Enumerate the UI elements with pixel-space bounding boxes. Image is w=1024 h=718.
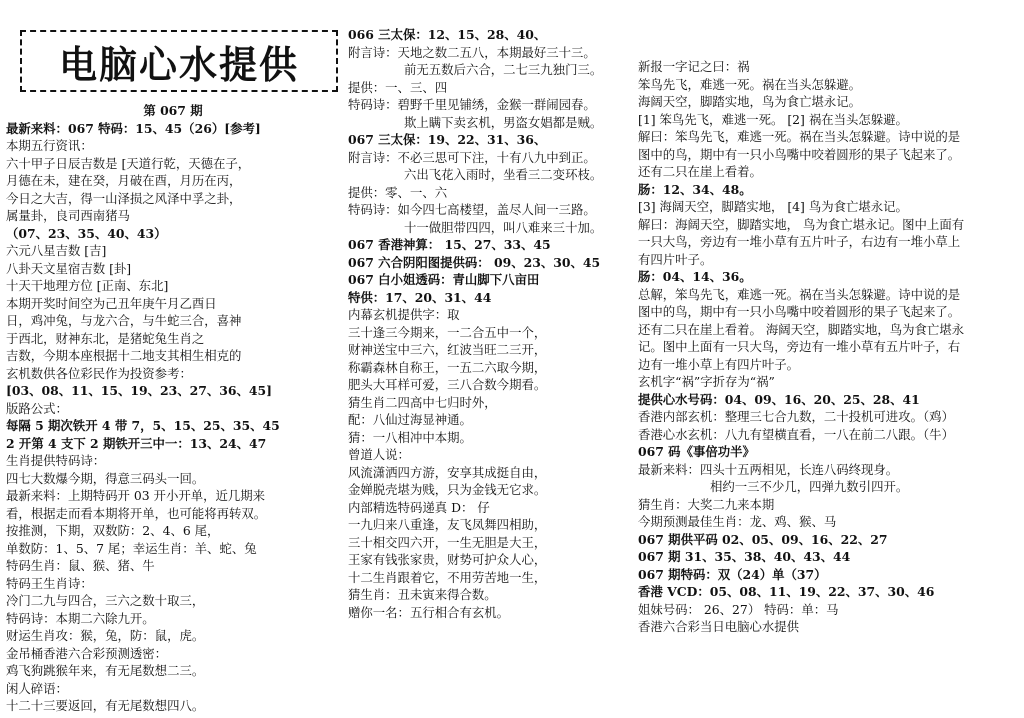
col2-line: 066 三太保：12、15、28、40、	[348, 27, 547, 42]
col2-line: 特供：17、20、31、44	[348, 289, 492, 305]
col1-line: 十二十三要返回，有无尾数想四八。	[6, 698, 205, 713]
col1-line: 六十甲子日辰吉数是 [天道行乾，天德在子，	[6, 155, 251, 171]
col3-line: 总解，笨鸟先飞，难逃一死。祸在当头怎躲避。诗中说的是	[638, 286, 961, 302]
col3-line: 玄机字“祸”字折存为“祸”	[638, 374, 775, 389]
col2-line: 十二生肖跟着它，不用劳苦地一生，	[348, 569, 547, 585]
col2-line: 配：八仙过海显神通。	[348, 412, 472, 427]
col3-line: 香港六合彩当日电脑心水提供	[638, 619, 800, 634]
left-column	[6, 102, 340, 715]
col3-line: 姐妹号码： 26、27） 特码：单：马	[638, 601, 839, 617]
col1-line: 特码诗：本期二六除九开。	[6, 610, 155, 626]
col1-line: 每隔 5 期次铁开 4 带 7，5、15、25、35、45	[6, 418, 280, 433]
col1-line: 单数防：1、5、7 尾；幸运生肖：羊、蛇、兔	[6, 540, 257, 556]
col2-line: 特码诗：如今四七高楼望，盖尽人间一三路。	[348, 202, 596, 217]
col1-line: 特码王生肖诗：	[6, 575, 93, 591]
col1-line: 鸡飞狗跳猴年来，有无尾数想二三。	[6, 663, 205, 678]
col2-line: 欺上瞒下卖玄机，男盗女娼都是贼。	[404, 114, 603, 130]
col2-line: 肥头大耳样可爱，三八合数今期看。	[348, 377, 547, 392]
col2-line: 称霸森林自称王，一五二六取今期，	[348, 359, 547, 375]
col1-line: 今日之大吉，得一山泽损之风泽中孚之卦，	[6, 190, 242, 206]
title-box	[20, 30, 338, 92]
col1-line: 最新来料：067 特码：15、45（26）[参考]	[6, 120, 261, 136]
col1-line: 六元八星吉数 [吉]	[6, 243, 107, 258]
col2-line: 风流潇洒四方游，安享其成挺自由，	[348, 464, 547, 480]
col1-line: 金吊桶香港六合彩预测透密：	[6, 645, 168, 661]
col3-line: 海阔天空，脚踏实地，鸟为食亡堪永记。	[638, 94, 862, 109]
col2-line: 一九归来八重逢，友飞凤舞四相助，	[348, 517, 547, 532]
col2-line: 曾道人说：	[348, 447, 410, 462]
col3-line: 肠：12、34、48。	[638, 181, 752, 197]
col3-line: 猜生肖：大奖二九来本期	[638, 496, 775, 512]
col2-line: 内幕玄机提供字：取	[348, 307, 460, 322]
col2-line: 前无五数后六合，二七三九独门三。	[404, 62, 603, 77]
col3-line: 新报一字记之曰：祸	[638, 59, 750, 74]
col3-line: 067 码《事倍功半》	[638, 444, 755, 459]
col1-line: 闲人碎语：	[6, 680, 68, 696]
col3-line: 今期预测最佳生肖：龙、鸡、猴、马	[638, 514, 837, 529]
col2-line: 赠你一名：五行相合有玄机。	[348, 604, 510, 620]
col3-line: 最新来料：四头十五两相见，长连八码终现身。	[638, 461, 899, 477]
col3-line: 图中的鸟，期中有一只小鸟嘴中咬着圆形的果子飞起来了。	[638, 146, 961, 162]
page-title: 电脑心水提供	[58, 42, 299, 87]
col1-line: 四七大数爆今期，得意三码头一回。	[6, 470, 205, 486]
col2-line: 猜生肖二四高中七归时外，	[348, 394, 497, 410]
col3-line: 解曰：笨鸟先飞，难逃一死。祸在当头怎躲避。诗中说的是	[638, 129, 961, 144]
col3-line: 有四片叶子。	[638, 251, 713, 267]
col1-line: 吉数，今期本座根据十二地支其相生相克的	[6, 348, 242, 363]
col2-line: 猜生肖：丑未寅来得合数。	[348, 587, 497, 602]
col2-line: 财神送宝中三六，红波当旺二三开，	[348, 342, 547, 357]
col2-line: 067 六合阴阳图提供码： 09、23、30、45	[348, 254, 601, 270]
col2-line: 内部精选特码递真 D： 仔	[348, 499, 490, 515]
col2-line: 猜：一八相冲中本期。	[348, 429, 472, 445]
col3-line: 一只大鸟，旁边有一堆小草有五片叶子，右边有一堆小草上	[638, 234, 961, 249]
col2-line: 王家有钱张家贵，财势可护众人心，	[348, 552, 547, 567]
col3-line: 图中的鸟，期中有一只小鸟嘴中咬着圆形的果子飞起来了。	[638, 304, 961, 319]
col3-line: 香港心水玄机：八九有望横直看，一八在前二八跟。（牛）	[638, 426, 954, 442]
col1-line: 2 开第 4 支下 2 期铁开三中一：13、24、47	[6, 435, 267, 451]
col1-line: 最新来料：上期特码开 03 开小开单，近几期来	[6, 488, 266, 503]
col3-line: 相约一三不少几，四弹九数引四开。	[710, 479, 909, 494]
col1-line: 本期开奖时间空为己丑年庚午月乙酉日	[6, 295, 217, 311]
col3-line: 还有二只在崖上看着。 海阔天空，脚踏实地，鸟为食亡堪永	[638, 321, 965, 337]
col1-line: 特码生肖：鼠、猴、猪、牛	[6, 558, 155, 573]
col2-line: 067 香港神算： 15、27、33、45	[348, 237, 551, 252]
col1-line: 月德在未，建在癸，月破在酉，月历在丙，	[6, 173, 242, 188]
col1-line: 生肖提供特码诗：	[6, 453, 106, 468]
col1-line: 十天干地理方位 [正南、东北]	[6, 278, 169, 293]
col3-line: 还有二只在崖上看着。	[638, 164, 762, 179]
col1-line: 八卦天文星宿吉数 [卦]	[6, 260, 132, 276]
col3-line: [3] 海阔天空，脚踏实地， [4] 鸟为食亡堪永记。	[638, 199, 908, 214]
col3-line: 提供心水号码：04、09、16、20、25、28、41	[638, 391, 920, 407]
col3-line: 记。图中上面有一只大鸟，旁边有一堆小草有五片叶子，右	[638, 339, 961, 354]
col2-line: 提供：零、一、六	[348, 184, 448, 200]
col1-line: 按推测，下期，双数防：2、4、6 尾，	[6, 523, 220, 538]
col2-line: 附言诗：不必三思可下注，十有八九中到正。	[348, 149, 596, 165]
col1-line: 玄机数供各位彩民作为投资参考：	[6, 365, 192, 381]
col1-line: 版路公式：	[6, 400, 68, 416]
col1-line: 日，鸡冲兔，与龙六合，与牛蛇三合，喜神	[6, 313, 242, 328]
col1-line: 第 067 期	[143, 103, 203, 118]
col3-line: 067 期供平码 02、05、09、16、22、27	[638, 531, 888, 547]
col1-line: 本期五行资讯：	[6, 138, 93, 153]
col1-line: 冷门二九与四合，三六之数十取三，	[6, 593, 205, 608]
col3-line: 肠：04、14、36。	[638, 269, 752, 284]
col1-line: [03、08、11、15、19、23、27、36、45]	[6, 383, 273, 398]
col2-line: 六出飞花入雨时，坐看三二变环枝。	[404, 167, 603, 182]
col3-line: 067 期 31、35、38、40、43、44	[638, 549, 851, 564]
col1-line: 属量卦，良司西南猪马	[6, 208, 130, 223]
col3-line: [1] 笨鸟先飞，难逃一死。 [2] 祸在当头怎躲避。	[638, 111, 908, 127]
col2-line: 附言诗：天地之数二五八，本期最好三十三。	[348, 44, 596, 60]
col3-line: 笨鸟先飞，难逃一死。祸在当头怎躲避。	[638, 76, 862, 92]
col3-line: 香港内部玄机：整理三七合九数，二十投机可进攻。（鸡）	[638, 409, 954, 424]
right-column	[638, 58, 1020, 636]
col2-line: 三十逢三今期来，一二合五中一个，	[348, 324, 547, 340]
col1-line: 财运生肖攻：猴，兔，防：鼠，虎。	[6, 628, 205, 643]
col1-line: 于西北，财神东北，是猪蛇兔生肖之	[6, 330, 205, 346]
col2-line: 十一做胆带四四，叫八难来三十加。	[404, 219, 603, 235]
col3-line: 067 期特码：双（24）单（37）	[638, 566, 827, 582]
col3-line: 解曰：海阔天空，脚踏实地， 鸟为食亡堪永记。图中上面有	[638, 216, 965, 232]
middle-column	[348, 26, 634, 621]
col3-line: 香港 VCD：05、08、11、19、22、37、30、46	[638, 584, 935, 599]
col2-line: 特码诗：碧野千里见铺绣，金猴一群闹园春。	[348, 97, 596, 112]
col2-line: 三十相交四六开，一生无胆是大王，	[348, 534, 547, 550]
col2-line: 067 三太保：19、22、31、36、	[348, 132, 547, 147]
col3-line: 边有一堆小草上有四片叶子。	[638, 356, 800, 372]
col1-line: 看，根据走而看本期将开单，也可能将再转双。	[6, 505, 267, 521]
col2-line: 提供：一、三、四	[348, 79, 448, 95]
col2-line: 金婵脱壳堪为贱，只为金钱无它求。	[348, 482, 547, 497]
col2-line: 067 白小姐透码：青山脚下八亩田	[348, 272, 540, 287]
col1-line: （07、23、35、40、43）	[6, 225, 167, 241]
